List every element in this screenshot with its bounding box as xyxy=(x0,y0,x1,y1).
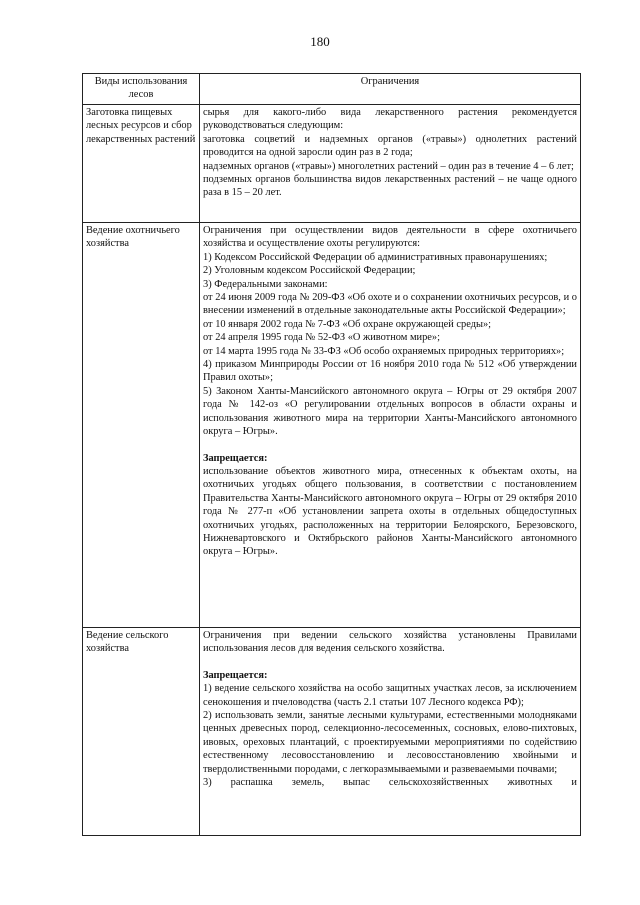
prohibited-heading: Запрещается: xyxy=(203,452,268,464)
restriction-paragraph: от 24 июня 2009 года № 209-ФЗ «Об охоте и о сохранении охотничьих ресурсов, и о внесении изменений в отдельные законодательные акты Российской Федерации»; xyxy=(203,292,577,317)
restrictions-cell xyxy=(200,628,581,836)
restriction-paragraph: 3) Федеральными законами: xyxy=(203,278,328,290)
restriction-paragraph: 2) Уголовным кодексом Российской Федерации; xyxy=(203,265,416,277)
restriction-paragraph: надземных органов («травы») многолетних растений – один раз в течение 4 – 6 лет; xyxy=(203,160,574,172)
restriction-paragraph: 5) Законом Ханты-Мансийского автономного округа – Югры от 29 октября 2007 года № 142-оз «О регулировании отдельных вопросов в области охраны и использования животного мира на территории Ханты-Мансийского автономного округа – Югры». xyxy=(203,385,577,438)
paragraph-gap xyxy=(203,656,577,669)
prohibited-heading: Запрещается: xyxy=(203,669,268,681)
forest-use-restrictions-table xyxy=(82,73,581,836)
prohibited-item: 2) использовать земли, занятые лесными культурами, естественными молодняками ценных древесных пород, селекционно-лесосеменных, сосновых, елово-пихтовых, ивовых, ореховых плантаций, с проектируемыми мероприятиями по содействию естественному лесовосстановлению и лесовосстановлению хвойными и твердолиственными породами, с легкоразмываемыми и развеваемыми почвами; xyxy=(203,710,577,775)
restriction-paragraph: от 14 марта 1995 года № 33-ФЗ «Об особо охраняемых природных территориях»; xyxy=(203,345,565,357)
restriction-paragraph: заготовка соцветий и надземных органов («травы») однолетних растений проводится на одной заросли один раз в 2 года; xyxy=(203,133,577,159)
use-type-cell: Ведение сельского хозяйства xyxy=(83,628,200,836)
restriction-paragraph: сырья для какого-либо вида лекарственного растения рекомендуется руководствоваться следующим: xyxy=(203,107,577,132)
restriction-paragraph: 4) приказом Минприроды России от 16 ноября 2010 года № 512 «Об утверждении Правил охоты»; xyxy=(203,359,577,384)
restriction-paragraph: Ограничения при осуществлении видов деятельности в сфере охотничьего хозяйства и осуществление охоты регулируются: xyxy=(203,225,577,250)
prohibited-item: 1) ведение сельского хозяйства на особо защитных участках лесов, за исключением сенокошения и пчеловодства (часть 2.1 статьи 107 Лесного кодекса РФ); xyxy=(203,683,577,708)
column-header-use-type: Виды использования лесов xyxy=(83,74,200,105)
restrictions-cell xyxy=(200,105,581,223)
restriction-paragraph: от 10 января 2002 года № 7-ФЗ «Об охране окружающей среды»; xyxy=(203,318,492,330)
use-type-cell: Заготовка пищевых лесных ресурсов и сбор лекарственных растений xyxy=(83,105,200,223)
restrictions-cell xyxy=(200,223,581,628)
column-header-restrictions: Ограничения xyxy=(200,74,581,105)
table-row xyxy=(83,105,581,223)
restriction-paragraph: Ограничения при ведении сельского хозяйства установлены Правилами использования лесов для ведения сельского хозяйства. xyxy=(203,630,577,655)
restriction-paragraph: подземных органов большинства видов лекарственных растений – не чаще одного раза в 15 – 20 лет. xyxy=(203,174,577,199)
restriction-paragraph: от 24 апреля 1995 года № 52-ФЗ «О животном мире»; xyxy=(203,332,440,344)
prohibited-paragraph: использование объектов животного мира, отнесенных к объектам охоты, на охотничьих угодьях общего пользования, в соответствии с постановлением Правительства Ханты-Мансийского автономного округа – Югры от 29 октября 2010 года № 277-п «Об установлении запрета охоты в отдельных общедоступных охотничьих угодьях, расположенных на территории Белоярского, Березовского, Нижневартовского и Октябрьского районов Ханты-Мансийского автономного округа – Югры». xyxy=(203,465,577,558)
page-number: 180 xyxy=(310,34,330,49)
restriction-paragraph: 1) Кодексом Российской Федерации об административных правонарушениях; xyxy=(203,251,548,263)
prohibited-item: 3) распашка земель, выпас сельскохозяйственных животных и xyxy=(203,777,577,789)
use-type-cell: Ведение охотничьего хозяйства xyxy=(83,223,200,628)
table-row xyxy=(83,628,581,836)
paragraph-gap xyxy=(203,439,577,452)
table-row xyxy=(83,223,581,628)
table-header-row xyxy=(83,74,581,105)
